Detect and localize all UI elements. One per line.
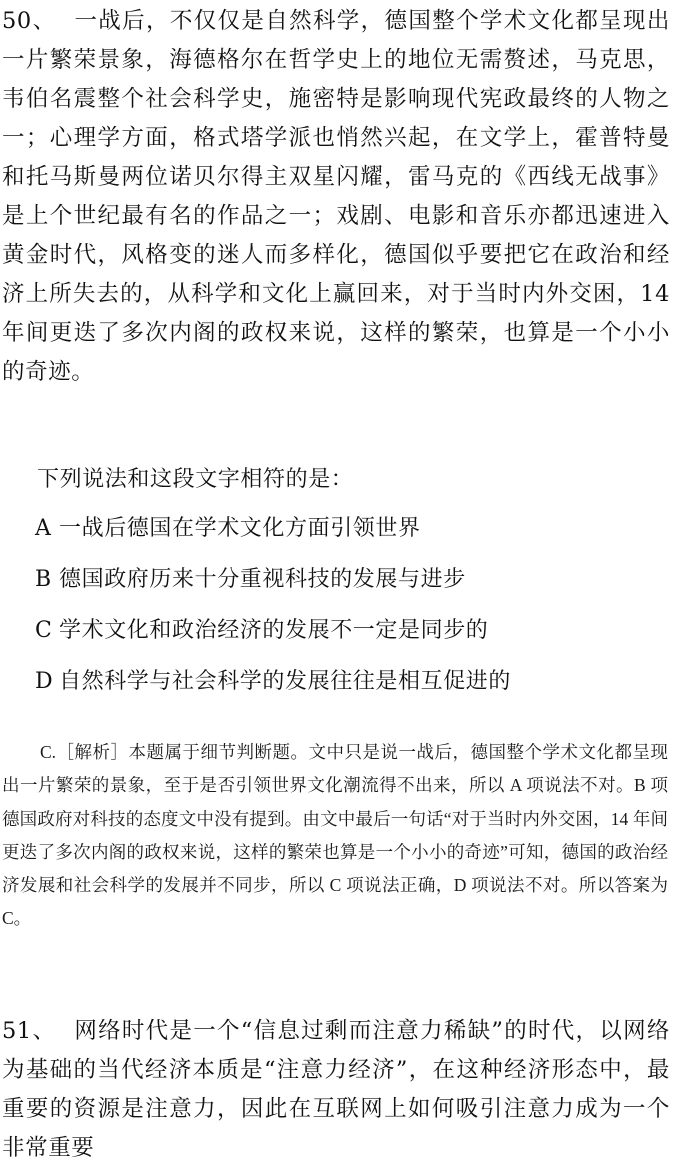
question-51-passage xyxy=(2,1012,670,1168)
question-50-number: 50、 xyxy=(2,8,57,34)
question-51-number: 51、 xyxy=(2,1018,57,1044)
option-b-text: 德国政府历来十分重视科技的发展与进步 xyxy=(59,567,466,592)
question-50-analysis: C.［解析］本题属于细节判断题。文中只是说一战后，德国整个学术文化都呈现出一片繁荣的景象，至于是否引领世界文化潮流得不出来，所以 A 项说法不对。B 项德国政府对科技的态度文中没有提到。由文中最后一句话“对于当时内外交困，14 年间更迭了多次内阁的政权来说，这样的繁荣也算是一个小小的奇迹”可知，德国的政治经济发展和社会科学的发展并不同步，所以 C 项说法正确，D 项说法不对。所以答案为 C。 xyxy=(2,742,668,929)
option-d xyxy=(35,664,511,700)
option-d-letter: D xyxy=(35,669,54,694)
option-c-text: 学术文化和政治经济的发展不一定是同步的 xyxy=(59,618,489,643)
option-c-letter: C xyxy=(35,618,53,643)
option-a-text: 一战后德国在学术文化方面引领世界 xyxy=(59,516,421,541)
option-b xyxy=(35,562,466,598)
question-50-prompt: 下列说法和这段文字相符的是： xyxy=(37,467,354,492)
question-51-text: 网络时代是一个“信息过剩而注意力稀缺”的时代，以网络为基础的当代经济本质是“注意力经济”，在这种经济形态中，最重要的资源是注意力，因此在互联网上如何吸引注意力成为一个非常重要 xyxy=(2,1018,671,1161)
option-a-letter: A xyxy=(35,516,52,541)
question-50-text: 一战后，不仅仅是自然科学，德国整个学术文化都呈现出一片繁荣景象，海德格尔在哲学史上的地位无需赘述，马克思，韦伯名震整个社会科学史，施密特是影响现代宪政最终的人物之一；心理学方面，格式塔学派也悄然兴起，在文学上，霍普特曼和托马斯曼两位诺贝尔得主双星闪耀，雷马克的《西线无战事》是上个世纪最有名的作品之一；戏剧、电影和音乐亦都迅速进入黄金时代，风格变的迷人而多样化，德国似乎要把它在政治和经济上所失去的，从科学和文化上赢回来，对于当时内外交困，14 年间更迭了多次内阁的政权来说，这样的繁荣，也算是一个小小的奇迹。 xyxy=(2,8,670,385)
option-a xyxy=(35,511,421,547)
option-c xyxy=(35,613,488,649)
question-50-passage xyxy=(2,2,670,392)
option-d-text: 自然科学与社会科学的发展往往是相互促进的 xyxy=(59,669,512,694)
option-b-letter: B xyxy=(35,567,52,592)
